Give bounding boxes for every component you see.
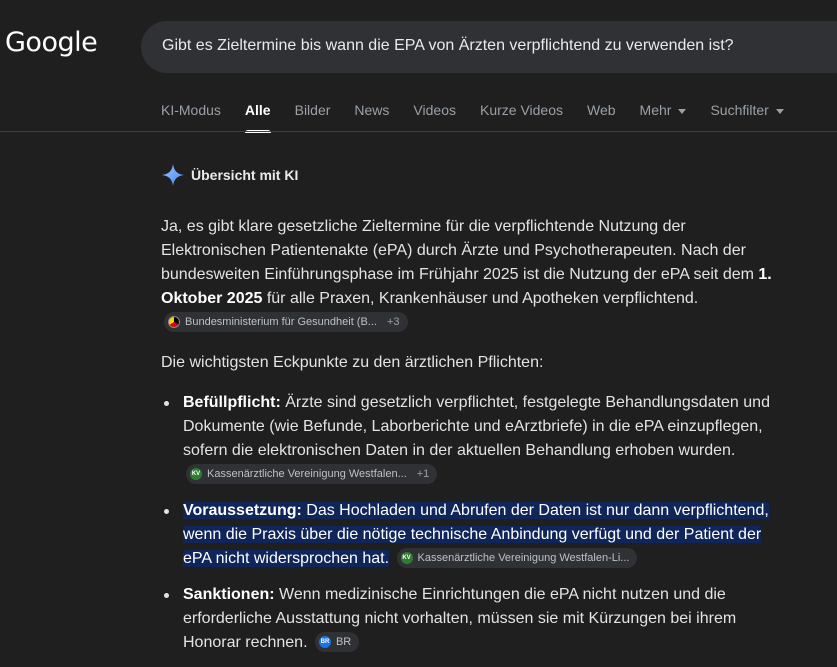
source-chip-label: Kassenärztliche Vereinigung Westfalen-Li...: [417, 551, 630, 564]
ai-overview-content: [161, 215, 791, 667]
source-chip[interactable]: [186, 464, 437, 484]
tab-ki-modus[interactable]: KI-Modus: [161, 102, 221, 118]
chevron-down-icon: [776, 109, 784, 114]
br-logo-icon: BR: [319, 636, 331, 648]
search-bar[interactable]: [141, 21, 837, 73]
point-text: Das Hochladen und Abrufen der Daten ist nur dann verpflichtend, wenn die Praxis über die nötige technische Anbindung verfügt und der Patient der ePA nicht widersprochen hat.: [183, 502, 769, 567]
source-chip-label: BR: [335, 635, 352, 648]
google-logo[interactable]: Google: [5, 27, 98, 58]
tab-videos[interactable]: Videos: [413, 102, 456, 118]
tabs-divider: [0, 131, 837, 132]
list-item: [161, 499, 791, 571]
source-chip-more: +3: [386, 315, 400, 328]
kv-logo-icon: KV: [401, 552, 413, 564]
point-title: Voraussetzung:: [183, 502, 302, 519]
source-chip[interactable]: [397, 548, 638, 568]
search-query[interactable]: Gibt es Zieltermine bis wann die EPA von Ärzten verpflichtend zu verwenden ist?: [162, 37, 734, 54]
tab-mehr[interactable]: [640, 102, 687, 124]
tab-alle[interactable]: Alle: [245, 102, 271, 124]
search-tabs: [161, 102, 808, 124]
ai-sparkle-icon: [161, 163, 185, 187]
ai-overview-header: [161, 163, 298, 187]
points-list: [161, 391, 791, 655]
tab-suchfilter-label: Suchfilter: [710, 102, 769, 118]
kv-logo-icon: KV: [190, 468, 202, 480]
point-title: Befüllpflicht:: [183, 394, 281, 411]
list-item: [161, 391, 791, 487]
source-chip[interactable]: [164, 312, 408, 332]
tab-kurze-videos[interactable]: Kurze Videos: [479, 102, 563, 118]
bmg-flag-icon: [168, 316, 180, 328]
tab-web[interactable]: Web: [587, 102, 616, 118]
source-chip-label: Bundesministerium für Gesundheit (B...: [185, 315, 377, 328]
point-title: Sanktionen:: [183, 586, 275, 603]
tab-bilder[interactable]: Bilder: [294, 102, 331, 118]
list-item: [161, 583, 791, 655]
tab-news[interactable]: News: [354, 102, 390, 118]
answer-text-end: für alle Praxen, Krankenhäuser und Apotheken verpflichtend.: [262, 290, 699, 307]
point-text: Ärzte sind gesetzlich verpflichtet, festgelegte Behandlungsdaten und Dokumente (wie Befunde, Laborberichte und eArztbriefe) in die ePA einzupflegen, sofern die elektronischen Daten in der aktuellen Behandlung erhoben wurden.: [183, 394, 770, 459]
tab-mehr-label: Mehr: [639, 102, 672, 118]
answer-bold-date: 1. Oktober 2025: [161, 266, 772, 307]
answer-paragraph: [161, 215, 791, 335]
points-intro: Die wichtigsten Eckpunkte zu den ärztlichen Pflichten:: [161, 354, 544, 371]
answer-text: Ja, es gibt klare gesetzliche Zieltermine für die verpflichtende Nutzung der Elektronischen Patientenakte (ePA) durch Ärzte und Psychotherapeuten. Nach der bundesweiten Einführungsphase im Frühjahr 2025 ist die Nutzung der ePA seit dem: [161, 218, 759, 283]
source-chip-label: Kassenärztliche Vereinigung Westfalen...: [207, 467, 407, 480]
point-text: Wenn medizinische Einrichtungen die ePA nicht nutzen und die erforderliche Ausstattung nicht vorhalten, müssen sie mit Kürzungen bei ihrem Honorar rechnen.: [183, 586, 737, 651]
tab-suchfilter[interactable]: [710, 102, 783, 124]
chevron-down-icon: [678, 109, 686, 114]
source-chip-more: +1: [416, 467, 430, 480]
source-chip[interactable]: [315, 632, 359, 652]
ai-overview-title: Übersicht mit KI: [191, 167, 299, 183]
